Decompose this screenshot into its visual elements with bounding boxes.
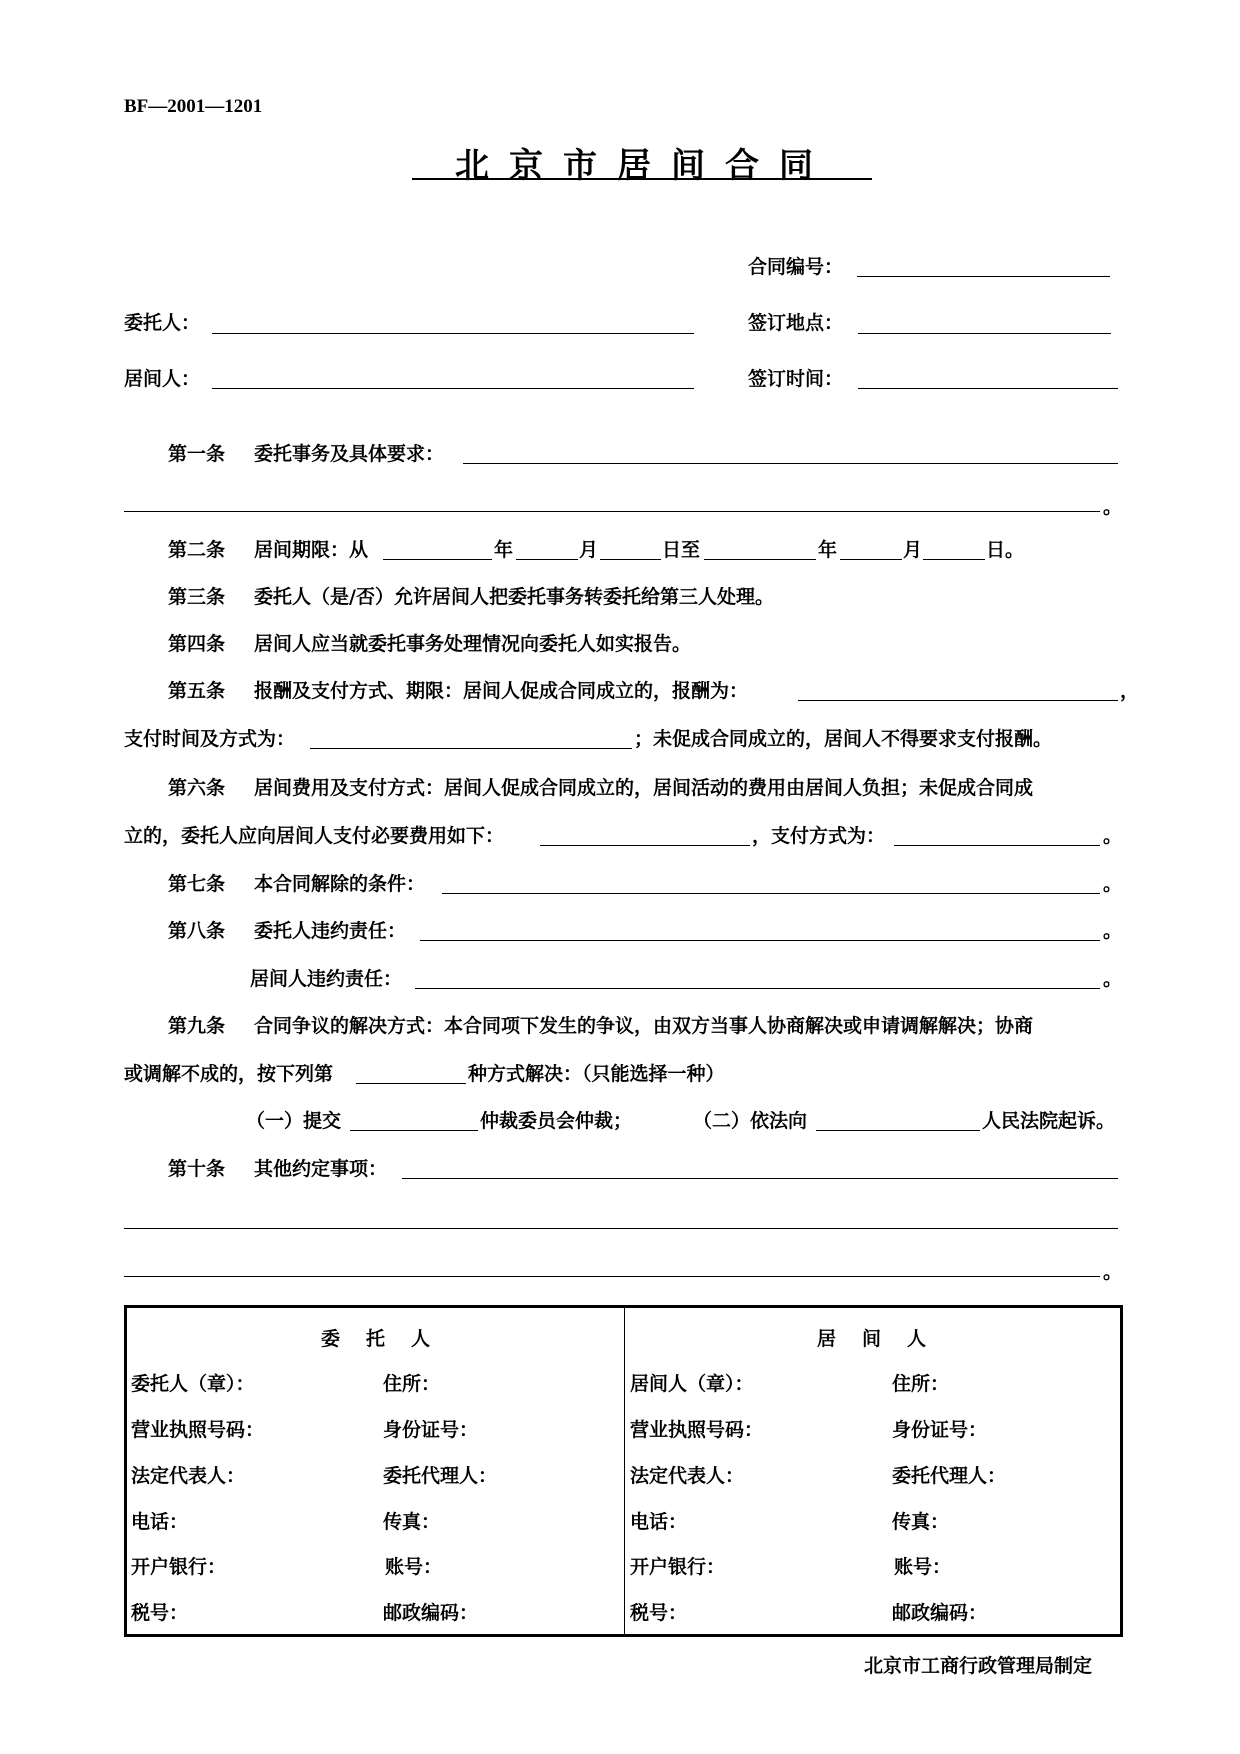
- article-2-label: 第二条: [168, 539, 226, 561]
- principal-fax-label: 传真：: [383, 1511, 441, 1533]
- article-5-line2-a: 支付时间及方式为：: [124, 728, 296, 750]
- intermediary-address-label: 住所：: [892, 1373, 950, 1395]
- principal-label: 委托人：: [124, 312, 201, 334]
- court-field[interactable]: [816, 1130, 980, 1131]
- article-9-line2-b: 种方式解决：（只能选择一种）: [468, 1063, 725, 1085]
- article-1-field-line2[interactable]: [124, 511, 1100, 512]
- principal-agent-label: 委托代理人：: [383, 1465, 498, 1487]
- article-8-text: 委托人违约责任：: [254, 920, 407, 942]
- article-3-text: 委托人（是/否）允许居间人把委托事务转委托给第三人处理。: [254, 586, 774, 608]
- article-6-line2-b: ，支付方式为：: [752, 825, 886, 847]
- principal-tax-label: 税号：: [131, 1602, 189, 1624]
- sign-place-label: 签订地点：: [748, 312, 844, 334]
- article-10-period: 。: [1103, 1261, 1123, 1283]
- remuneration-field[interactable]: [798, 700, 1118, 701]
- article-5-line2-b: ；未促成合同成立的，居间人不得要求支付报酬。: [634, 728, 1053, 750]
- article-9-text: 合同争议的解决方式：本合同项下发生的争议，由双方当事人协商解决或申请调解解决；协商: [254, 1015, 1034, 1037]
- article-4-label: 第四条: [168, 633, 226, 655]
- year-label: 年: [494, 539, 514, 561]
- contract-no-label: 合同编号：: [748, 256, 844, 278]
- principal-address-label: 住所：: [383, 1373, 441, 1395]
- intermediary-field[interactable]: [212, 388, 694, 389]
- other-matters-field-line2[interactable]: [124, 1228, 1118, 1229]
- article-2-text: 居间期限：从: [254, 539, 369, 561]
- article-6-label: 第六条: [168, 777, 226, 799]
- intermediary-account-label: 账号：: [894, 1556, 952, 1578]
- payment-method-field[interactable]: [310, 748, 632, 749]
- principal-license-label: 营业执照号码：: [131, 1419, 265, 1441]
- intermediary-column-header: 居间人: [817, 1328, 953, 1350]
- principal-field[interactable]: [212, 333, 694, 334]
- sign-place-field[interactable]: [858, 333, 1111, 334]
- intermediary-agent-label: 委托代理人：: [892, 1465, 1007, 1487]
- start-day-field[interactable]: [600, 559, 661, 560]
- article-8-label: 第八条: [168, 920, 226, 942]
- principal-column-header: 委托人: [321, 1328, 457, 1350]
- article-6-line2-a: 立的，委托人应向居间人支付必要费用如下：: [124, 825, 505, 847]
- intermediary-tax-label: 税号：: [630, 1602, 688, 1624]
- principal-seal-label: 委托人（章）：: [131, 1373, 255, 1395]
- article-10-text: 其他约定事项：: [254, 1158, 388, 1180]
- article-5-text: 报酬及支付方式、期限：居间人促成合同成立的，报酬为：: [254, 680, 749, 702]
- contract-no-field[interactable]: [857, 276, 1110, 277]
- end-year-field[interactable]: [704, 559, 816, 560]
- article-9-label: 第九条: [168, 1015, 226, 1037]
- issuer-footer: 北京市工商行政管理局制定: [864, 1655, 1093, 1677]
- intermediary-legal-rep-label: 法定代表人：: [630, 1465, 745, 1487]
- article-8-period: 。: [1103, 920, 1123, 942]
- intermediary-id-label: 身份证号：: [892, 1419, 988, 1441]
- article-6-text: 居间费用及支付方式：居间人促成合同成立的，居间活动的费用由居间人负担；未促成合同成: [254, 777, 1034, 799]
- intermediary-postcode-label: 邮政编码：: [892, 1602, 988, 1624]
- intermediary-fax-label: 传真：: [892, 1511, 950, 1533]
- article-10-label: 第十条: [168, 1158, 226, 1180]
- option-2-a: （二）依法向: [693, 1110, 808, 1132]
- article-7-text: 本合同解除的条件：: [254, 873, 426, 895]
- option-1-a: （一）提交: [246, 1110, 342, 1132]
- intermediary-license-label: 营业执照号码：: [630, 1419, 764, 1441]
- article-9-line2-a: 或调解不成的，按下列第: [124, 1063, 334, 1085]
- other-matters-field[interactable]: [402, 1178, 1118, 1179]
- expense-payment-field[interactable]: [894, 845, 1100, 846]
- day-to-label: 日至: [662, 539, 701, 561]
- article-7-label: 第七条: [168, 873, 226, 895]
- end-day-field[interactable]: [923, 559, 985, 560]
- sign-time-field[interactable]: [858, 388, 1118, 389]
- intermediary-bank-label: 开户银行：: [630, 1556, 726, 1578]
- start-year-field[interactable]: [383, 559, 492, 560]
- article-1-label: 第一条: [168, 443, 226, 465]
- day-end-label: 日。: [986, 539, 1025, 561]
- article-1-period: 。: [1103, 496, 1123, 518]
- option-1-b: 仲裁委员会仲裁；: [480, 1110, 633, 1132]
- title-underline: [412, 178, 872, 180]
- principal-phone-label: 电话：: [131, 1511, 189, 1533]
- article-6-period: 。: [1103, 825, 1123, 847]
- principal-legal-rep-label: 法定代表人：: [131, 1465, 246, 1487]
- form-code: BF—2001—1201: [124, 96, 263, 117]
- intermediary-liability-field[interactable]: [415, 988, 1100, 989]
- principal-account-label: 账号：: [385, 1556, 443, 1578]
- article-7-period: 。: [1103, 873, 1123, 895]
- other-matters-field-line3[interactable]: [124, 1276, 1100, 1277]
- intermediary-phone-label: 电话：: [630, 1511, 688, 1533]
- article-1-text: 委托事务及具体要求：: [254, 443, 445, 465]
- intermediary-seal-label: 居间人（章）：: [630, 1373, 754, 1395]
- article-8-period-2: 。: [1103, 968, 1123, 990]
- signature-table: [124, 1305, 1123, 1637]
- arbitration-committee-field[interactable]: [350, 1130, 478, 1131]
- dispute-method-field[interactable]: [356, 1083, 466, 1084]
- page-title: 北京市居间合同: [455, 146, 833, 186]
- end-month-field[interactable]: [840, 559, 902, 560]
- principal-bank-label: 开户银行：: [131, 1556, 227, 1578]
- signature-divider: [624, 1308, 625, 1634]
- start-month-field[interactable]: [516, 559, 578, 560]
- article-3-label: 第三条: [168, 586, 226, 608]
- principal-postcode-label: 邮政编码：: [383, 1602, 479, 1624]
- sign-time-label: 签订时间：: [748, 368, 844, 390]
- year-label-2: 年: [818, 539, 838, 561]
- article-5-comma: ，: [1120, 680, 1140, 702]
- option-2-b: 人民法院起诉。: [982, 1110, 1116, 1132]
- principal-liability-field[interactable]: [420, 940, 1100, 941]
- month-label: 月: [579, 539, 599, 561]
- article-4-text: 居间人应当就委托事务处理情况向委托人如实报告。: [254, 633, 692, 655]
- article-5-label: 第五条: [168, 680, 226, 702]
- article-8-text2: 居间人违约责任：: [250, 968, 403, 990]
- principal-id-label: 身份证号：: [383, 1419, 479, 1441]
- article-1-field[interactable]: [463, 463, 1118, 464]
- intermediary-label: 居间人：: [124, 368, 201, 390]
- necessary-expenses-field[interactable]: [540, 845, 750, 846]
- month-label-2: 月: [903, 539, 923, 561]
- termination-field[interactable]: [442, 893, 1100, 894]
